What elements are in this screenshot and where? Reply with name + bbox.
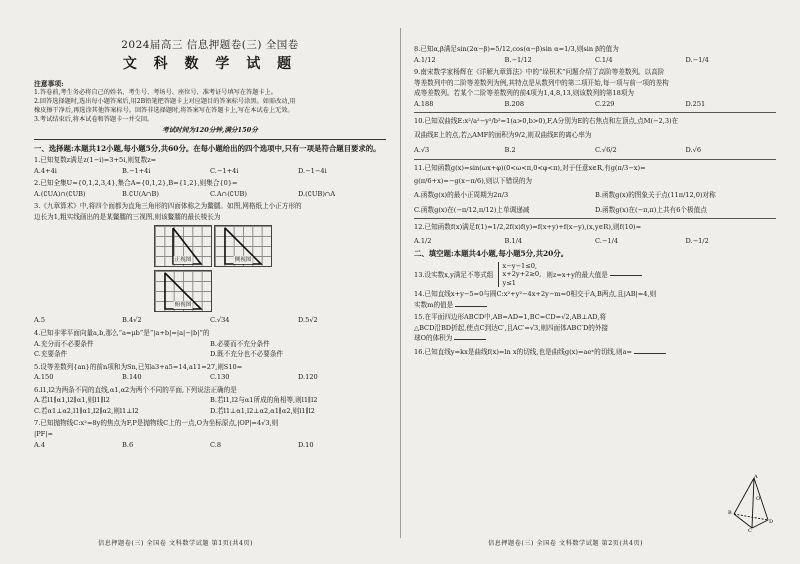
option: D.既不充分也不必要条件 (210, 350, 284, 359)
question-5-options (34, 373, 386, 383)
inequality-system (498, 262, 541, 288)
figure-label-d: D (769, 519, 774, 525)
option: B.必要而不充分条件 (210, 339, 270, 348)
option: D.√6 (685, 146, 702, 155)
option: D.10 (298, 440, 314, 449)
option: C.8 (210, 440, 222, 449)
note-line: 1.答卷前,考生务必将自己的姓名、考生号、考场号、座位号、准考证号填写在答题卡上。 (34, 89, 277, 97)
option: D.若l1⊥α1,l2⊥α2,α1∥α2,则l1∥l2 (210, 406, 315, 415)
question-9: 9.南宋数学家杨辉在《详解九章算法》中的“垛积术”问题介绍了高阶等差数列。以高阶 (414, 68, 665, 77)
question-11: 11.已知函数g(x)=sin(ωx+φ)(0<ω<π,0<φ<π),对于任意x∈R,有g(π/3−x)= (414, 163, 646, 172)
top-view-label: 俯视图 (174, 302, 192, 309)
front-view-label: 正视图 (174, 257, 192, 264)
option: B.∁U(A∩B) (122, 189, 159, 198)
question-14: 14.已知直线x+y−5=0与圆C:x²+y²−4x+2y−m=0相交于A,B两点,且|AB|=4,则 (414, 290, 657, 299)
figure-label-b: B (728, 510, 732, 516)
question-1-options (34, 167, 386, 177)
note-line: 3.考试结束后,将本试卷和答题卡一并交回。 (34, 116, 154, 124)
question-rule (414, 159, 776, 160)
option: A.1/12 (414, 55, 436, 64)
question-9-cont: 成等差数列。若某个二阶等差数列的前4项为1,4,8,13,则该数列的第18项为 (414, 89, 634, 98)
question-7: 7.已知抛物线C:x²=8y的焦点为F,P是抛物线C上的一点,O为坐标原点,|OP|=4√3,则 (34, 419, 279, 428)
option: C.A∩(∁UB) (210, 189, 247, 198)
column-divider (400, 28, 401, 538)
answer-blank (454, 339, 486, 340)
option: A.4 (34, 440, 46, 449)
question-8-options (414, 56, 776, 66)
question-10: 10.已知双曲线E:x²/a²−y²/b²=1(a>0,b>0),F,A分别为E的右焦点和左顶点,点M(−2,3)在 (414, 117, 679, 126)
question-12-options (414, 237, 776, 247)
option: A.5 (34, 316, 46, 325)
question-3-cont: 边长为1,粗实线画出的是某鳖臑的三视图,则该鳖臑的最长棱长为 (34, 212, 221, 221)
answer-blank (610, 275, 642, 276)
option: C.130 (210, 373, 230, 382)
question-16 (414, 348, 776, 358)
question-7-options (34, 441, 386, 451)
option: A.4+4i (34, 166, 57, 175)
question-6: 6.l1,l2为两条不同的直线,α1,α2为两个不同的平面,下列说法正确的是 (34, 385, 237, 394)
inequality: x−y−1≤0, (502, 261, 537, 270)
option: D.120 (298, 373, 318, 382)
exam-time: 考试时间为120分钟,满分150分 (162, 126, 258, 135)
option: A.(∁UA)∩(∁UB) (34, 189, 86, 198)
question-9-options (414, 100, 776, 110)
question-11-options (414, 191, 776, 215)
figure-label-c: C (748, 528, 752, 532)
question-15: 15.在平面四边形ABCD中,AB=AD=1,BC=CD=√2,AB⊥AD,将 (414, 313, 606, 322)
question-13 (414, 262, 776, 288)
option: B.−1/12 (504, 55, 532, 64)
question-10-cont: 双曲线E上的点,若△AMF的面积为9/2,则双曲线E的离心率为 (414, 130, 592, 139)
option: A.若l1∥α1,l2∥α1,则l1∥l2 (34, 396, 110, 405)
side-view-figure (214, 225, 272, 267)
question-7-cont: |PF|= (34, 429, 53, 438)
question-5: 5.设等差数列{an}的前n项和为Sn,已知a3+a5=14,a11=27,则S10= (34, 362, 243, 371)
option: B.6 (122, 440, 134, 449)
question-2: 2.已知全集U={0,1,2,3,4},集合A={0,1,2},B={1,2},则集合{0}= (34, 179, 238, 188)
left-column (34, 38, 386, 453)
option: B.208 (504, 99, 525, 108)
question-14-tail: 实数m的值是 (414, 300, 454, 309)
option: B.4√2 (122, 316, 142, 325)
option: D.−1/2 (685, 236, 709, 245)
option: D.−1−4i (298, 166, 327, 175)
option: A.188 (414, 99, 434, 108)
option: D.函数g(x)在(−π,π)上共有6个极值点 (595, 205, 707, 214)
option: C.√6/2 (595, 146, 617, 155)
question-2-options (34, 190, 386, 200)
option: B.140 (122, 373, 142, 382)
question-3: 3.《九章算术》中,将四个面都为直角三角形的四面体称之为鳖臑。如图,网格纸上小正方形的 (34, 202, 302, 211)
figure-label-o: O (756, 496, 761, 502)
question-10-options (414, 146, 776, 156)
option: C.充要条件 (34, 350, 68, 359)
side-view-label: 侧视图 (234, 257, 252, 264)
exam-title: 2024届高三 信息押题卷(三) 全国卷 (121, 39, 299, 51)
question-6-options (34, 396, 386, 416)
option: A.函数g(x)的最小正周期为2π/3 (414, 191, 509, 200)
option: C.−1+4i (210, 166, 239, 175)
question-13-tail: 则z=x+y的最大值是 (546, 270, 608, 279)
question-1: 1.已知复数z满足z(1−i)=3+5i,则复数z= (34, 156, 157, 165)
exam-subtitle: 文 科 数 学 试 题 (122, 56, 298, 73)
option: D.5√2 (298, 316, 318, 325)
option: D.(∁UB)∩A (298, 189, 336, 198)
three-views-row (154, 225, 386, 267)
section-rule (34, 139, 386, 140)
option: A.充分而不必要条件 (34, 339, 94, 348)
option: A.150 (34, 373, 54, 382)
question-13-stem: 13.设实数x,y满足不等式组 (414, 270, 494, 279)
option: C.−1/4 (595, 236, 619, 245)
note-line: 2.回答选择题时,选出每小题答案后,用2B铅笔把答题卡上对应题目的答案标号涂黑。如需改动,用 (34, 98, 296, 106)
question-15-cont (414, 334, 776, 344)
option: B.函数g(x)的图象关于点(11π/12,0)对称 (595, 191, 716, 200)
question-4: 4.已知非零平面向量a,b,那么“a=μb”是“|a+b|=|a|−|b|”的 (34, 329, 210, 338)
option: A.1/2 (414, 236, 432, 245)
question-16-stem: 16.已知直线y=kx是曲线f(x)=ln x的切线,也是曲线g(x)=aeˣ的切线,则a= (414, 347, 633, 356)
question-15-cont: △BCD沿BD折起,使点C到达C′,且AC′=√3,则四面体ABC′D的外接 (414, 323, 609, 332)
question-11-cont: g(π/6+x)=−g(x−π/6),则以下错误的为 (414, 177, 533, 186)
option: C.若α1⊥α2,l1∥α1,l2∥α2,则l1⊥l2 (34, 406, 139, 415)
option: C.1/4 (595, 55, 613, 64)
note-line: 橡皮擦干净后,再选涂其他答案标号。回答非选择题时,将答案写在答题卡上,写在本试卷上无效。 (34, 107, 294, 115)
section-fill-heading: 二、填空题:本题共4小题,每小题5分,共20分。 (414, 249, 569, 259)
option: C.函数g(x)在(−π/12,π/12)上单调递减 (414, 205, 530, 214)
option: B.−1+4i (122, 166, 151, 175)
option: C.√34 (210, 316, 230, 325)
option: B.若l1,l2与α1所成的角相等,则l1∥l2 (210, 396, 318, 405)
notes-heading: 注意事项: (34, 79, 64, 88)
top-view-figure (154, 270, 212, 312)
inequality: y≤1 (502, 278, 516, 287)
figure-label-a: A (754, 474, 758, 480)
section-choice-heading: 一、选择题:本题共12小题,每小题5分,共60分。在每小题给出的四个选项中,只有一项是符合题目要求的。 (34, 143, 381, 153)
question-rule (414, 112, 776, 113)
question-14-cont (414, 301, 776, 311)
question-15-tail: 球O的体积为 (414, 334, 453, 343)
question-rule (414, 218, 776, 219)
question-9-cont: 等差数列中的二阶等差数列为例,其特点是从数列中的第二项开始,每一项与前一项的差构 (414, 78, 669, 87)
option: B.1/4 (504, 236, 523, 245)
tetrahedron-figure (728, 474, 774, 532)
question-4-options (34, 340, 386, 360)
question-8: 8.已知α,β满足sin(2α−β)=5/12,cos(α−β)sin α=1/3,则sin β的值为 (414, 45, 619, 53)
option: D.−1/4 (685, 55, 709, 64)
footer-page-1: 信息押题卷(三) 全国卷 文科数学试题 第1页(共4页) (98, 540, 253, 547)
question-12: 12.已知函数f(x)满足f(1)=1/2,2f(x)f(y)=f(x+y)+f(x−y),(x,y∈R),则f(10)= (414, 223, 642, 232)
answer-blank (455, 306, 487, 307)
question-3-options (34, 316, 386, 326)
option: D.251 (685, 99, 706, 108)
right-column (414, 44, 776, 532)
option: C.229 (595, 99, 615, 108)
option: A.√3 (414, 146, 430, 155)
inequality: x+2y+2≥0, (502, 270, 542, 279)
answer-blank (634, 353, 666, 354)
footer-page-2: 信息押题卷(三) 全国卷 文科数学试题 第2页(共4页) (488, 540, 643, 547)
front-view-figure (154, 225, 212, 267)
option: B.2 (504, 146, 516, 155)
